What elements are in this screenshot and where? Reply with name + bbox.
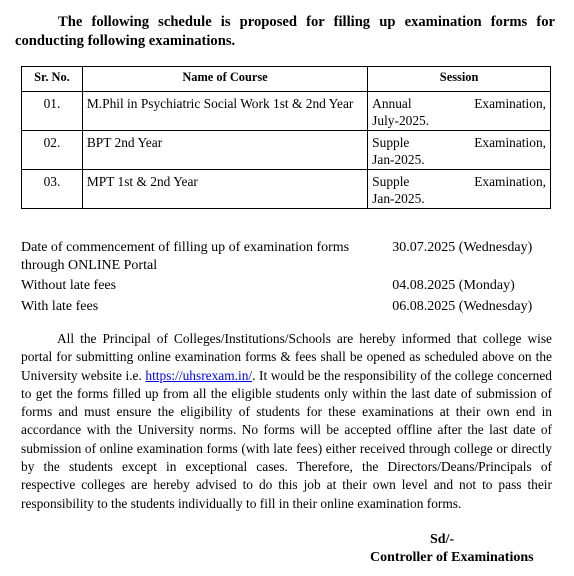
session-exam: Examination, — [474, 135, 546, 150]
session-cell — [368, 92, 551, 131]
session-cell — [368, 170, 551, 209]
session-type: Annual — [372, 96, 412, 111]
signatory-title: Controller of Examinations — [370, 550, 534, 565]
session-month: Jan-2025. — [372, 191, 425, 206]
header-course: Name of Course — [82, 67, 367, 92]
course-cell: MPT 1st & 2nd Year — [82, 170, 367, 209]
session-exam: Examination, — [474, 174, 546, 189]
session-month: Jan-2025. — [372, 152, 425, 167]
instructions-paragraph — [21, 330, 552, 513]
date-label: With late fees — [21, 298, 99, 314]
course-cell: BPT 2nd Year — [82, 131, 367, 170]
table-row — [22, 170, 551, 209]
sr-no-cell: 01. — [22, 92, 83, 131]
table-header-row — [22, 67, 551, 92]
date-label: Without late fees — [21, 278, 117, 293]
university-website-link[interactable]: https://uhsrexam.in/ — [145, 367, 253, 383]
session-cell — [368, 131, 551, 170]
paragraph-text-1: All the Principal of Colleges/Institutions/Schools are hereby informed that college wise portal for submitting online examination forms & fees shall be opened as scheduled above on the University website i.e. — [21, 331, 552, 383]
session-type: Supple — [372, 174, 410, 189]
table-row — [22, 131, 551, 170]
date-value: 06.08.2025 (Wednesday) — [392, 298, 533, 314]
date-value: 30.07.2025 (Wednesday) — [392, 240, 533, 255]
date-row-without-late-fees — [21, 277, 552, 295]
header-sr-no: Sr. No. — [22, 67, 83, 92]
table-row — [22, 92, 551, 131]
paragraph-text-2: . It would be the responsibility of the college concerned to get the forms filled up from all the eligible students only within the last date of submission of forms and must ensure the eligibility of students for these examinations at their own end in accordance with the University norms. No forms will be accepted offline after the last date of submission of online examination forms (with late fees) either received through college or directly by the students except in exceptional cases. Therefore, the Directors/Deans/Principals of respective colleges are hereby advised to do this job at their own level and not to pass their responsibility to the students individually to fill in their online examination forms. — [21, 367, 552, 511]
sr-no-cell: 03. — [22, 170, 83, 209]
session-type: Supple — [372, 135, 410, 150]
session-exam: Examination, — [474, 96, 546, 111]
sr-no-cell: 02. — [22, 131, 83, 170]
date-row-with-late-fees — [21, 298, 552, 316]
date-row-commencement — [21, 239, 552, 274]
dates-block — [21, 239, 552, 318]
signature-block — [370, 531, 545, 567]
date-label: Date of commencement of filling up of examination forms through ONLINE Portal — [21, 240, 350, 273]
date-value: 04.08.2025 (Monday) — [392, 278, 515, 293]
course-cell: M.Phil in Psychiatric Social Work 1st & 2nd Year — [82, 92, 367, 131]
session-month: July-2025. — [372, 113, 430, 128]
header-session: Session — [368, 67, 551, 92]
schedule-table — [21, 66, 551, 209]
intro-heading: The following schedule is proposed for filling up examination forms for conducting following examinations. — [15, 14, 555, 49]
signature-mark: Sd/- — [430, 532, 455, 547]
